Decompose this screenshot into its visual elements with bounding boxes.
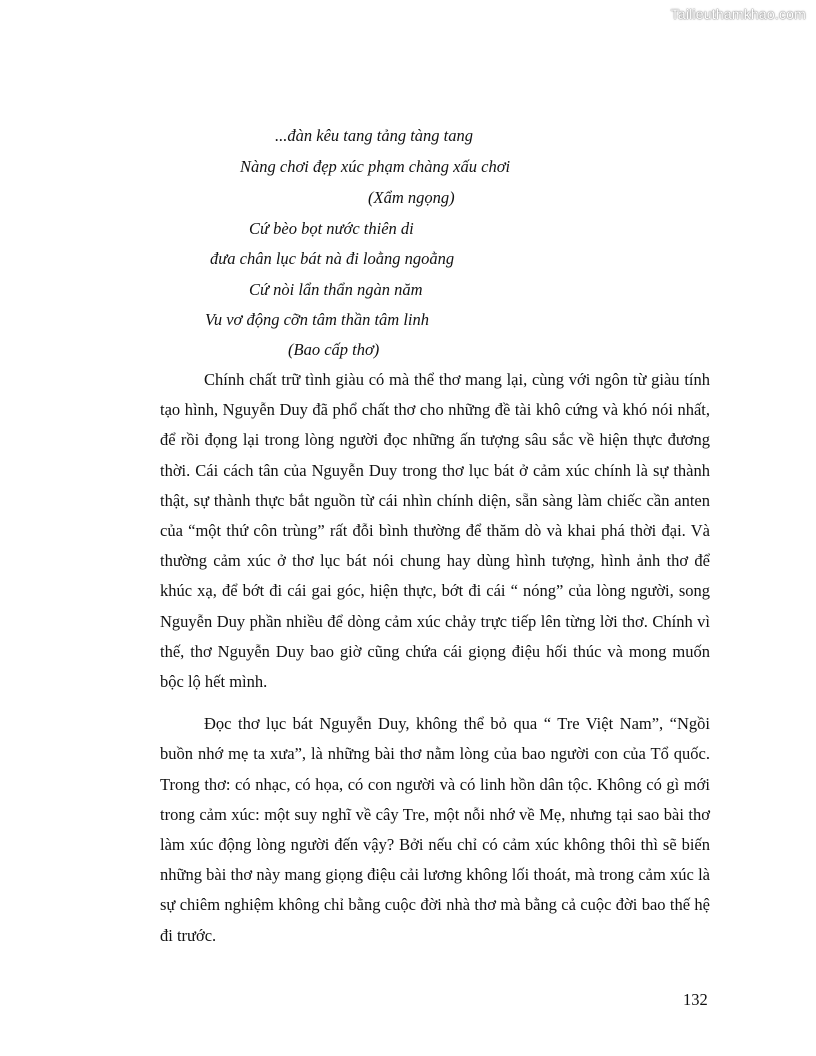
watermark: Tailieuthamkhao.com: [670, 6, 806, 22]
verse-line: Cứ bèo bọt nước thiên di: [249, 219, 414, 238]
paragraph: Đọc thơ lục bát Nguyễn Duy, không thể bỏ qua “ Tre Việt Nam”, “Ngồi buồn nhớ mẹ ta xưa”, là những bài thơ nằm lòng của bao người con của Tổ quốc. Trong thơ: có nhạc, có họa, có con người và có linh hồn dân tộc. Không có gì mới trong cảm xúc: một suy nghĩ về cây Tre, một nỗi nhớ về Mẹ, nhưng tại sao bài thơ làm xúc động lòng người đến vậy? Bởi nếu chỉ có cảm xúc không thôi thì sẽ biến những bài thơ này mang giọng điệu cải lương không lối thoát, mà trong cảm xúc là sự chiêm nghiệm không chỉ bằng cuộc đời nhà thơ mà bằng cả cuộc đời bao thế hệ đi trước.: [160, 714, 710, 945]
verse-line: đưa chân lục bát nà đi loằng ngoằng: [210, 249, 455, 268]
paragraph: Chính chất trữ tình giàu có mà thể thơ mang lại, cùng với ngôn từ giàu tính tạo hình, Nguyễn Duy đã phổ chất thơ cho những đề tài khô cứng và khó nói nhất, để rồi đọng lại trong lòng người đọc những ấn tượng sâu sắc về hiện thực đương thời. Cái cách tân của Nguyễn Duy trong thơ lục bát ở cảm xúc chính là sự thành thật, sự thành thực bắt nguồn từ cái nhìn chính diện, sẵn sàng làm chiếc cần anten của “một thứ côn trùng” rất đỗi bình thường để thăm dò và khai phá thời đại. Và thường cảm xúc ở thơ lục bát nói chung hay dùng hình tượng, hình ảnh thơ để khúc xạ, để bớt đi cái gai góc, hiện thực, bớt đi cái “ nóng” của lòng người, song Nguyễn Duy phần nhiều để dòng cảm xúc chảy trực tiếp lên từng lời thơ. Chính vì thế, thơ Nguyễn Duy bao giờ cũng chứa cái giọng điệu hối thúc và mong muốn bộc lộ hết mình.: [160, 370, 710, 692]
page-number: 132: [683, 990, 708, 1009]
verse-line: Nàng chơi đẹp xúc phạm chàng xấu chơi: [240, 157, 511, 176]
verse-line: Vu vơ động cỡn tâm thần tâm linh: [205, 310, 429, 329]
verse-source: (Xẩm ngọng): [368, 188, 455, 207]
verse-line: ...đàn kêu tang tảng tàng tang: [275, 126, 473, 145]
body-text: [160, 365, 710, 963]
verse-source: (Bao cấp thơ): [288, 340, 380, 359]
verse-line: Cứ nòi lẩn thẩn ngàn năm: [249, 280, 423, 299]
